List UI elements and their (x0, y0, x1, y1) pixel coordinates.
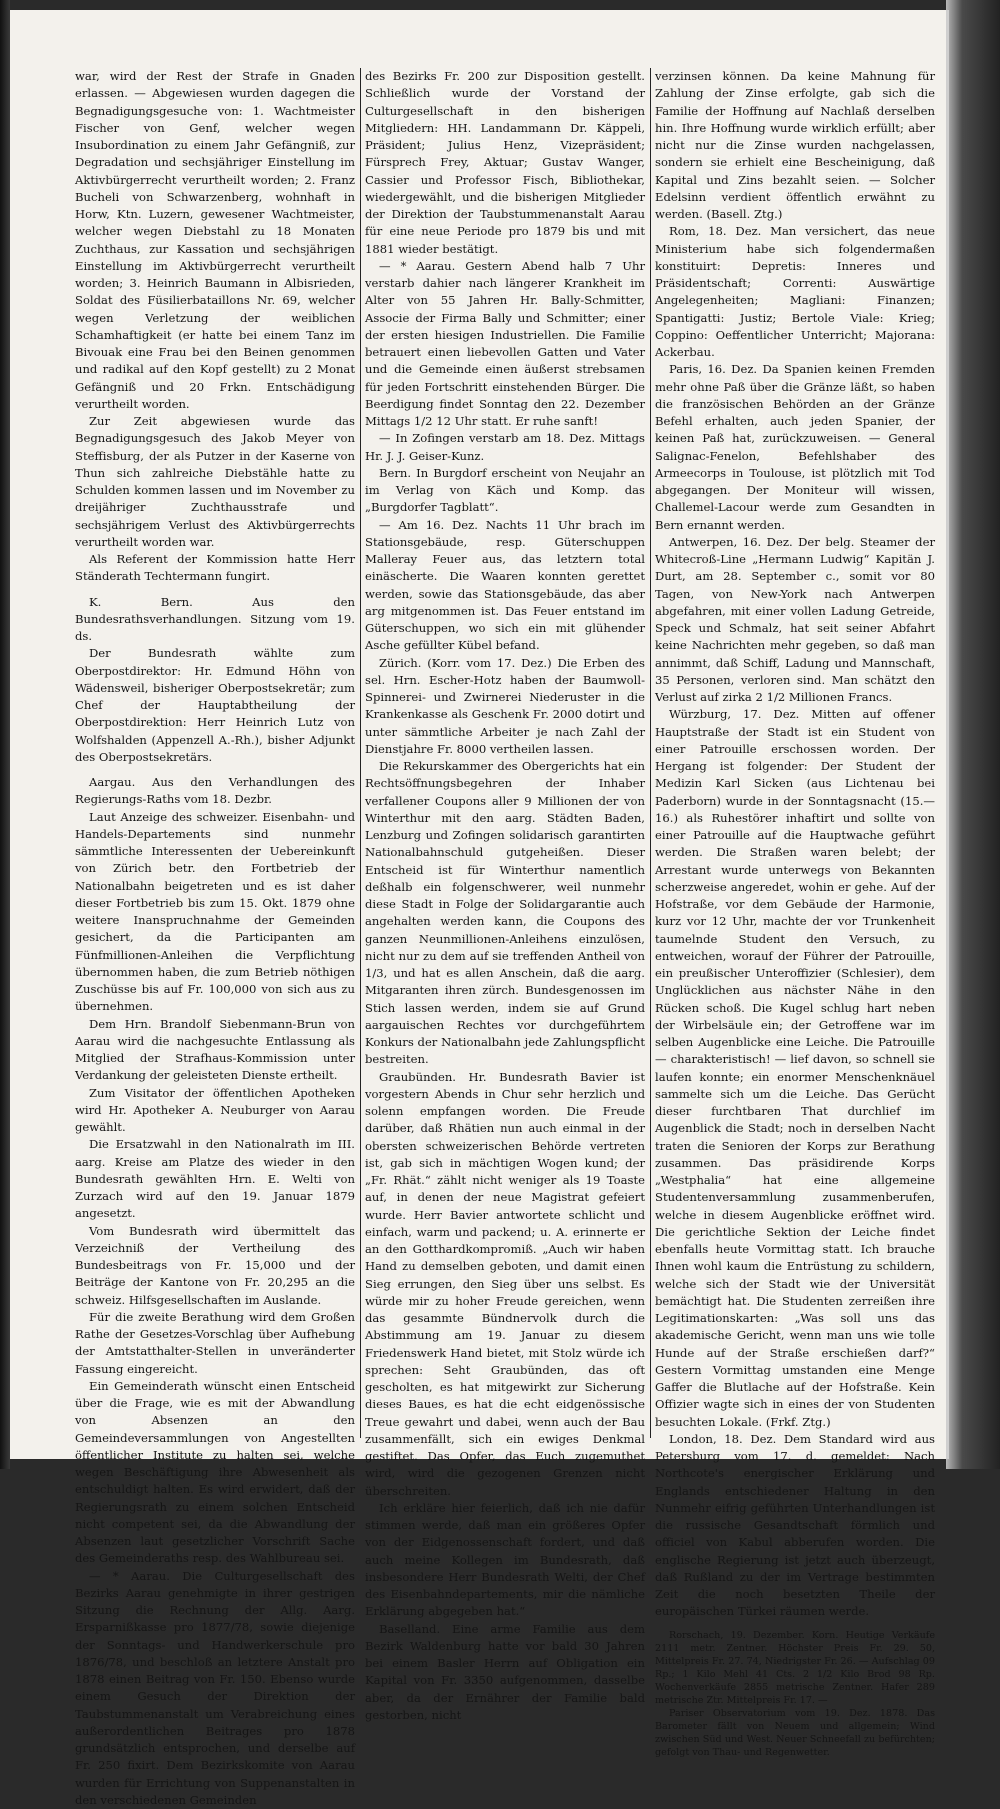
article-paragraph: Antwerpen, 16. Dez. Der belg. Steamer der Whitecroß-Line „Hermann Ludwig“ Kapitän J. Durt, am 28. September c., somit vor 80 Tagen, von New-York nach Antwerpen abgefahren, mit einer vollen Ladung Getreide, Speck und Schmalz, hat seit seiner Abfahrt keine Nachrichten mehr gegeben, so daß man annimmt, daß Schiff, Ladung und Mannschaft, 35 Personen, verloren sind. Man schätzt den Verlust auf zirka 2 1/2 Millionen Francs. (655, 534, 935, 707)
article-paragraph: Vom Bundesrath wird übermittelt das Verzeichniß der Vertheilung des Bundesbeitrags von Fr. 15,000 und der Beiträge der Kantone von Fr. 20,295 an die schweiz. Hilfsgesellschaften im Auslande. (75, 1223, 355, 1309)
article-paragraph: war, wird der Rest der Strafe in Gnaden erlassen. — Abgewiesen wurden dagegen die Begnadigungsgesuche von: 1. Wachtmeister Fischer von Genf, welcher wegen Insubordination zu einem Jahr Gefängniß, zur Degradation und sechsjähriger Einstellung im Aktivbürgerrecht verurtheilt worden; 2. Franz Bucheli von Schwarzenberg, wohnhaft in Horw, Ktn. Luzern, gewesener Wachtmeister, welcher wegen Diebstahl zu 18 Monaten Zuchthaus, zur Kassation und sechsjährigen Einstellung im Aktivbürgerrecht verurtheilt worden; 3. Heinrich Baumann in Albisrieden, Soldat des Füsilierbataillons Nr. 69, welcher wegen Verletzung der weiblichen Schamhaftigkeit (er hatte bei einem Tanz im Bivouak eine Frau bei den Beinen genommen und radikal auf den Kopf gestellt) zu 2 Monat Gefängniß und 20 Frkn. Entschädigung verurtheilt worden. (75, 68, 355, 413)
article-paragraph: verzinsen können. Da keine Mahnung für Zahlung der Zinse erfolgte, gab sich die Familie der Hoffnung auf Nachlaß derselben hin. Ihre Hoffnung wurde wirklich erfüllt; aber nicht nur die Zinse wurden nachgelassen, sondern sie erhielt eine Bescheinigung, daß Kapital und Zins bezahlt seien. — Solcher Edelsinn verdient öffentlich erwähnt zu werden. (Basell. Ztg.) (655, 68, 935, 223)
article-paragraph: Zum Visitator der öffentlichen Apotheken wird Hr. Apotheker A. Neuburger von Aarau gewählt. (75, 1085, 355, 1137)
article-paragraph: Dem Hrn. Brandolf Siebenmann-Brun von Aarau wird die nachgesuchte Entlassung als Mitglied der Strafhaus-Kommission unter Verdankung der geleisteten Dienste ertheilt. (75, 1016, 355, 1085)
column-1 (75, 68, 355, 1438)
article-paragraph: Baselland. Eine arme Familie aus dem Bezirk Waldenburg hatte vor bald 30 Jahren bei einem Basler Herrn auf Obligation ein Kapital von Fr. 3350 aufgenommen, dasselbe aber, da der Ernährer der Familie bald gestorben, nicht (365, 1621, 645, 1725)
article-heading: Aargau. Aus den Verhandlungen des Regierungs-Raths vom 18. Dezbr. (75, 774, 355, 809)
article-paragraph: London, 18. Dez. Dem Standard wird aus Petersburg vom 17. d. gemeldet: Nach Northcote's energischer Erklärung und Englands entschiedener Haltung in den Nunmehr eifrig geführten Unterhandlungen ist die russische Gesandtschaft förmlich und officiel von Kabul abberufen worden. Die englische Regierung ist jetzt auch überzeugt, daß Rußland zu der im Vertrage bestimmten Zeit die noch besetzten Theile der europäischen Türkei räumen werde. (655, 1431, 935, 1621)
column-rule-2 (650, 68, 651, 1438)
article-paragraph: Die Ersatzwahl in den Nationalrath im III. aarg. Kreise am Platze des wieder in den Bundesrath gewählten Hrn. E. Welti von Zurzach wird auf den 19. Januar 1879 angesetzt. (75, 1136, 355, 1222)
article-paragraph: Ein Gemeinderath wünscht einen Entscheid über die Frage, wie es mit der Abwandlung von Absenzen an den Gemeindeversammlungen von Angestellten öffentlicher Institute zu halten sei, welche wegen Beschäftigung ihre Abwesenheit als entschuldigt halten. Es wird erwidert, daß der Regierungsrath zu einem solchen Entscheid nicht competent sei, da die Abwandlung der Absenzen laut gesetzlicher Vorschrift Sache des Gemeinderaths resp. des Wahlbureau sei. (75, 1378, 355, 1568)
article-paragraph: des Bezirks Fr. 200 zur Disposition gestellt. Schließlich wurde der Vorstand der Culturgesellschaft in den bisherigen Mitgliedern: HH. Landammann Dr. Käppeli, Präsident; Julius Henz, Vizepräsident; Fürsprech Frey, Aktuar; Gustav Wanger, Cassier und Professor Fisch, Bibliothekar, wiedergewählt, und die bisherigen Mitglieder der Direktion der Taubstummenanstalt Aarau für eine neue Periode pro 1879 bis und mit 1881 wieder bestätigt. (365, 68, 645, 258)
article-paragraph: Laut Anzeige des schweizer. Eisenbahn- und Handels-Departements sind nunmehr sämmtliche Interessenten der Uebereinkunft von Zürich betr. den Fortbetrieb der Nationalbahn beigetreten und es ist daher dieser Fortbetrieb bis zum 15. Okt. 1879 ohne weitere Inanspruchnahme der Gemeinden gesichert, da die Participanten am Fünfmillionen-Anleihen die Verpflichtung übernommen haben, die zum Betrieb nöthigen Zuschüsse bis auf Fr. 100,000 von sich aus zu übernehmen. (75, 809, 355, 1016)
article-paragraph: Paris, 16. Dez. Da Spanien keinen Fremden mehr ohne Paß über die Gränze läßt, so haben die französischen Behörden an der Gränze Befehl erhalten, auch jeden Spanier, der keinen Paß hat, zurückzuweisen. — General Salignac-Fenelon, Befehlshaber des Armeecorps in Toulouse, ist plötzlich mit Tod abgegangen. Der Moniteur will wissen, Challemel-Lacour werde zum Gesandten in Bern ernannt werden. (655, 361, 935, 534)
article-paragraph: Die Rekurskammer des Obergerichts hat ein Rechtsöffnungsbegehren der Inhaber verfallener Coupons aller 9 Millionen der von Winterthur mit den aarg. Städten Baden, Lenzburg und Zofingen solidarisch garantirten Nationalbahnschuld gutgeheißen. Dieser Entscheid ist für Winterthur namentlich deßhalb ein folgenschwerer, weil nunmehr diese Stadt in Folge der Solidargarantie auch angehalten werden kann, die Coupons des ganzen Neunmillionen-Anleihens einzulösen, nicht nur zu dem auf sie treffenden Antheil von 1/3, und hat es allen Anschein, daß die aarg. Mitgaranten ihren zürch. Bundesgenossen im Stich lassen werden, indem sie auf Grund aargauischen Rechtes vor durchgeführtem Konkurs der Nationalbahn jede Zahlungspflicht bestreiten. (365, 758, 645, 1069)
article-paragraph: — Am 16. Dez. Nachts 11 Uhr brach im Stationsgebäude, resp. Güterschuppen Malleray Feuer aus, das letztern total einäscherte. Die Waaren konnten gerettet werden, sowie das Stationsgebäude, das aber arg mitgenommen ist. Das Feuer entstand im Güterschuppen, wo sich ein mit glühender Asche gefüllter Kübel befand. (365, 517, 645, 655)
book-binding (0, 0, 10, 1469)
article-paragraph: Graubünden. Hr. Bundesrath Bavier ist vorgestern Abends in Chur sehr herzlich und solenn empfangen worden. Die Freude darüber, daß Rhätien nun auch einmal in der obersten schweizerischen Behörde vertreten ist, gab sich in mächtigen Wogen kund; der „Fr. Rhät.“ zählt nicht weniger als 19 Toaste auf, in denen der neue Magistrat gefeiert wurde. Herr Bavier antwortete schlicht und einfach, warm und packend; u. A. erinnerte er an den Gotthardkompromiß. „Auch wir haben Hand zu demselben geboten, und damit einen Sieg errungen, den Sieg über uns selbst. Es würde mir zu hoher Freude gereichen, wenn das gesammte Bündnervolk durch die Abstimmung am 19. Januar zu diesem Friedenswerk Hand bietet, mit Stolz würde ich sprechen: Seht Graubünden, das oft gescholten, es hat mitgewirkt zur Sicherung dieses Baues, es hat die echt eidgenössische Treue gewahrt und dabei, wenn auch der Bau zusammenfällt, sich ein ewiges Denkmal gestiftet. Das Opfer, das Euch zugemuthet wird, wird die gezogenen Grenzen nicht überschreiten. (365, 1069, 645, 1500)
page-edge (946, 0, 1000, 1469)
article-paragraph: Für die zweite Berathung wird dem Großen Rathe der Gesetzes-Vorschlag über Aufhebung der Amtstatthalter-Stellen in unveränderter Fassung eingereicht. (75, 1309, 355, 1378)
article-paragraph: Als Referent der Kommission hatte Herr Ständerath Techtermann fungirt. (75, 551, 355, 586)
column-3 (655, 68, 935, 1438)
article-paragraph: — In Zofingen verstarb am 18. Dez. Mittags Hr. J. J. Geiser-Kunz. (365, 430, 645, 465)
article-paragraph: Zur Zeit abgewiesen wurde das Begnadigungsgesuch des Jakob Meyer von Steffisburg, der als Putzer in der Kaserne von Thun sich zahlreiche Diebstähle hatte zu Schulden kommen lassen und im November zu dreijähriger Zuchthausstrafe und sechsjährigem Verlust des Aktivbürgerrechts verurtheilt worden war. (75, 413, 355, 551)
article-paragraph: Rom, 18. Dez. Man versichert, das neue Ministerium habe sich folgendermaßen konstituirt: Depretis: Inneres und Präsidentschaft; Correnti: Auswärtige Angelegenheiten; Magliani: Finanzen; Spantigatti: Justiz; Bertole Viale: Krieg; Coppino: Oeffentlicher Unterricht; Majorana: Ackerbau. (655, 223, 935, 361)
market-report: Rorschach, 19. Dezember. Korn. Heutige Verkäufe 2111 metr. Zentner. Höchster Preis Fr. 29. 50, Mittelpreis Fr. 27. 74, Niedrigster Fr. 26. — Aufschlag 09 Rp.; 1 Kilo Mehl 41 Cts. 2 1/2 Kilo Brod 98 Rp. Wochenverkäufe 2855 metrische Zentner. Hafer 289 metrische Ztr. Mittelpreis Fr. 17. — (655, 1629, 935, 1707)
weather-report: Pariser Observatorium vom 19. Dez. 1878. Das Barometer fällt von Neuem und allgemein; Wind zwischen Süd und West. Neuer Schneefall zu befürchten; gefolgt von Thau- und Regenwetter. (655, 1707, 935, 1759)
article-heading: K. Bern. Aus den Bundesrathsverhandlungen. Sitzung vom 19. ds. (75, 594, 355, 646)
article-paragraph: Bern. In Burgdorf erscheint von Neujahr an im Verlag von Käch und Komp. das „Burgdorfer Tagblatt“. (365, 465, 645, 517)
article-paragraph: — * Aarau. Gestern Abend halb 7 Uhr verstarb dahier nach längerer Krankheit im Alter von 55 Jahren Hr. Bally-Schmitter, Associe der Firma Bally und Schmitter; einer der ersten hiesigen Industriellen. Die Familie betrauert einen liebevollen Gatten und Vater und die Gemeinde einen äußerst strebsamen für jeden Fortschritt einstehenden Bürger. Die Beerdigung findet Sonntag den 22. Dezember Mittags 1/2 12 Uhr statt. Er ruhe sanft! (365, 258, 645, 431)
article-paragraph: Würzburg, 17. Dez. Mitten auf offener Hauptstraße der Stadt ist ein Student von einer Patrouille erschossen worden. Der Hergang ist folgender: Der Student der Medizin Karl Sicken (aus Lichtenau bei Paderborn) wurde in der Sonntagsnacht (15.—16.) als Ruhestörer inhaftirt und sollte von einer Patrouille auf die Hauptwache geführt werden. Die Straßen waren belebt; der Arrestant wurde unterwegs von Bekannten scherzweise angeredet, wohin er gehe. Auf der Hofstraße, vor dem Gebäude der Harmonie, kurz vor 12 Uhr, machte der vor Trunkenheit taumelnde Student den Versuch, zu entweichen, worauf der Führer der Patrouille, ein preußischer Unteroffizier (Schlesier), dem Unglücklichen aus nächster Nähe in den Rücken schoß. Die Kugel schlug hart neben der Wirbelsäule ein; der Getroffene war im selben Augenblicke eine Leiche. Die Patrouille — charakteristisch! — lief davon, so schnell sie laufen konnte; ein enormer Menschenknäuel sammelte sich um die Leiche. Das Gerücht dieser furchtbaren That durchlief im Augenblick die Stadt; noch in derselben Nacht traten die Senioren der Korps zur Berathung zusammen. Das präsidirende Korps „Westphalia“ hat eine allgemeine Studentenversammlung zusammenberufen, welche in diesem Augenblicke eröffnet wird. Die gerichtliche Sektion der Leiche findet ebenfalls heute Vormittag statt. Ich brauche Ihnen wohl kaum die Entrüstung zu schildern, welche sich der Stadt wie der Universität bemächtigt hat. Die Studenten zerreißen ihre Legitimationskarten: „Was soll uns das akademische Gericht, wenn man uns wie tolle Hunde auf der Straße erschießen darf?“ Gestern Vormittag umstanden eine Menge Gaffer die Blutlache auf der Hofstraße. Kein Offizier wagte sich in eines der von Studenten besuchten Lokale. (Frkf. Ztg.) (655, 706, 935, 1431)
article-paragraph: Zürich. (Korr. vom 17. Dez.) Die Erben des sel. Hrn. Escher-Hotz haben der Baumwoll-Spinnerei- und Zwirnerei Niederuster in die Krankenkasse als Geschenk Fr. 2000 dotirt und unter sämmtliche Arbeiter je nach Zahl der Dienstjahre Fr. 8000 vertheilen lassen. (365, 655, 645, 759)
column-2 (365, 68, 645, 1438)
column-rule-1 (360, 68, 361, 1438)
article-paragraph: Der Bundesrath wählte zum Oberpostdirektor: Hr. Edmund Höhn von Wädensweil, bisheriger Oberpostsekretär; zum Chef der Hauptabtheilung der Oberpostdirektion: Herr Heinrich Lutz von Wolfshalden (Appenzell A.-Rh.), bisher Adjunkt des Oberpostsekretärs. (75, 645, 355, 766)
article-paragraph: — * Aarau. Die Culturgesellschaft des Bezirks Aarau genehmigte in ihrer gestrigen Sitzung die Rechnung der Allg. Aarg. Ersparnißkasse pro 1877/78, sowie diejenige der Sonntags- und Handwerkerschule pro 1876/78, und beschloß an letztere Anstalt pro 1878 einen Beitrag von Fr. 150. Ebenso wurde einem Gesuch der Direktion der Taubstummenanstalt um Verabreichung eines außerordentlichen Beitrages pro 1878 grundsätzlich entsprochen, und derselbe auf Fr. 250 fixirt. Dem Bezirkskomite von Aarau wurden für Errichtung von Suppenanstalten in den verschiedenen Gemeinden (75, 1568, 355, 1809)
article-paragraph: Ich erkläre hier feierlich, daß ich nie dafür stimmen werde, daß man ein größeres Opfer von der Eidgenossenschaft fordert, und daß auch meine Kollegen im Bundesrath, daß insbesondere Herr Bundesrath Welti, der Chef des Eisenbahndepartements, mir die nämliche Erklärung abgegeben hat.“ (365, 1500, 645, 1621)
